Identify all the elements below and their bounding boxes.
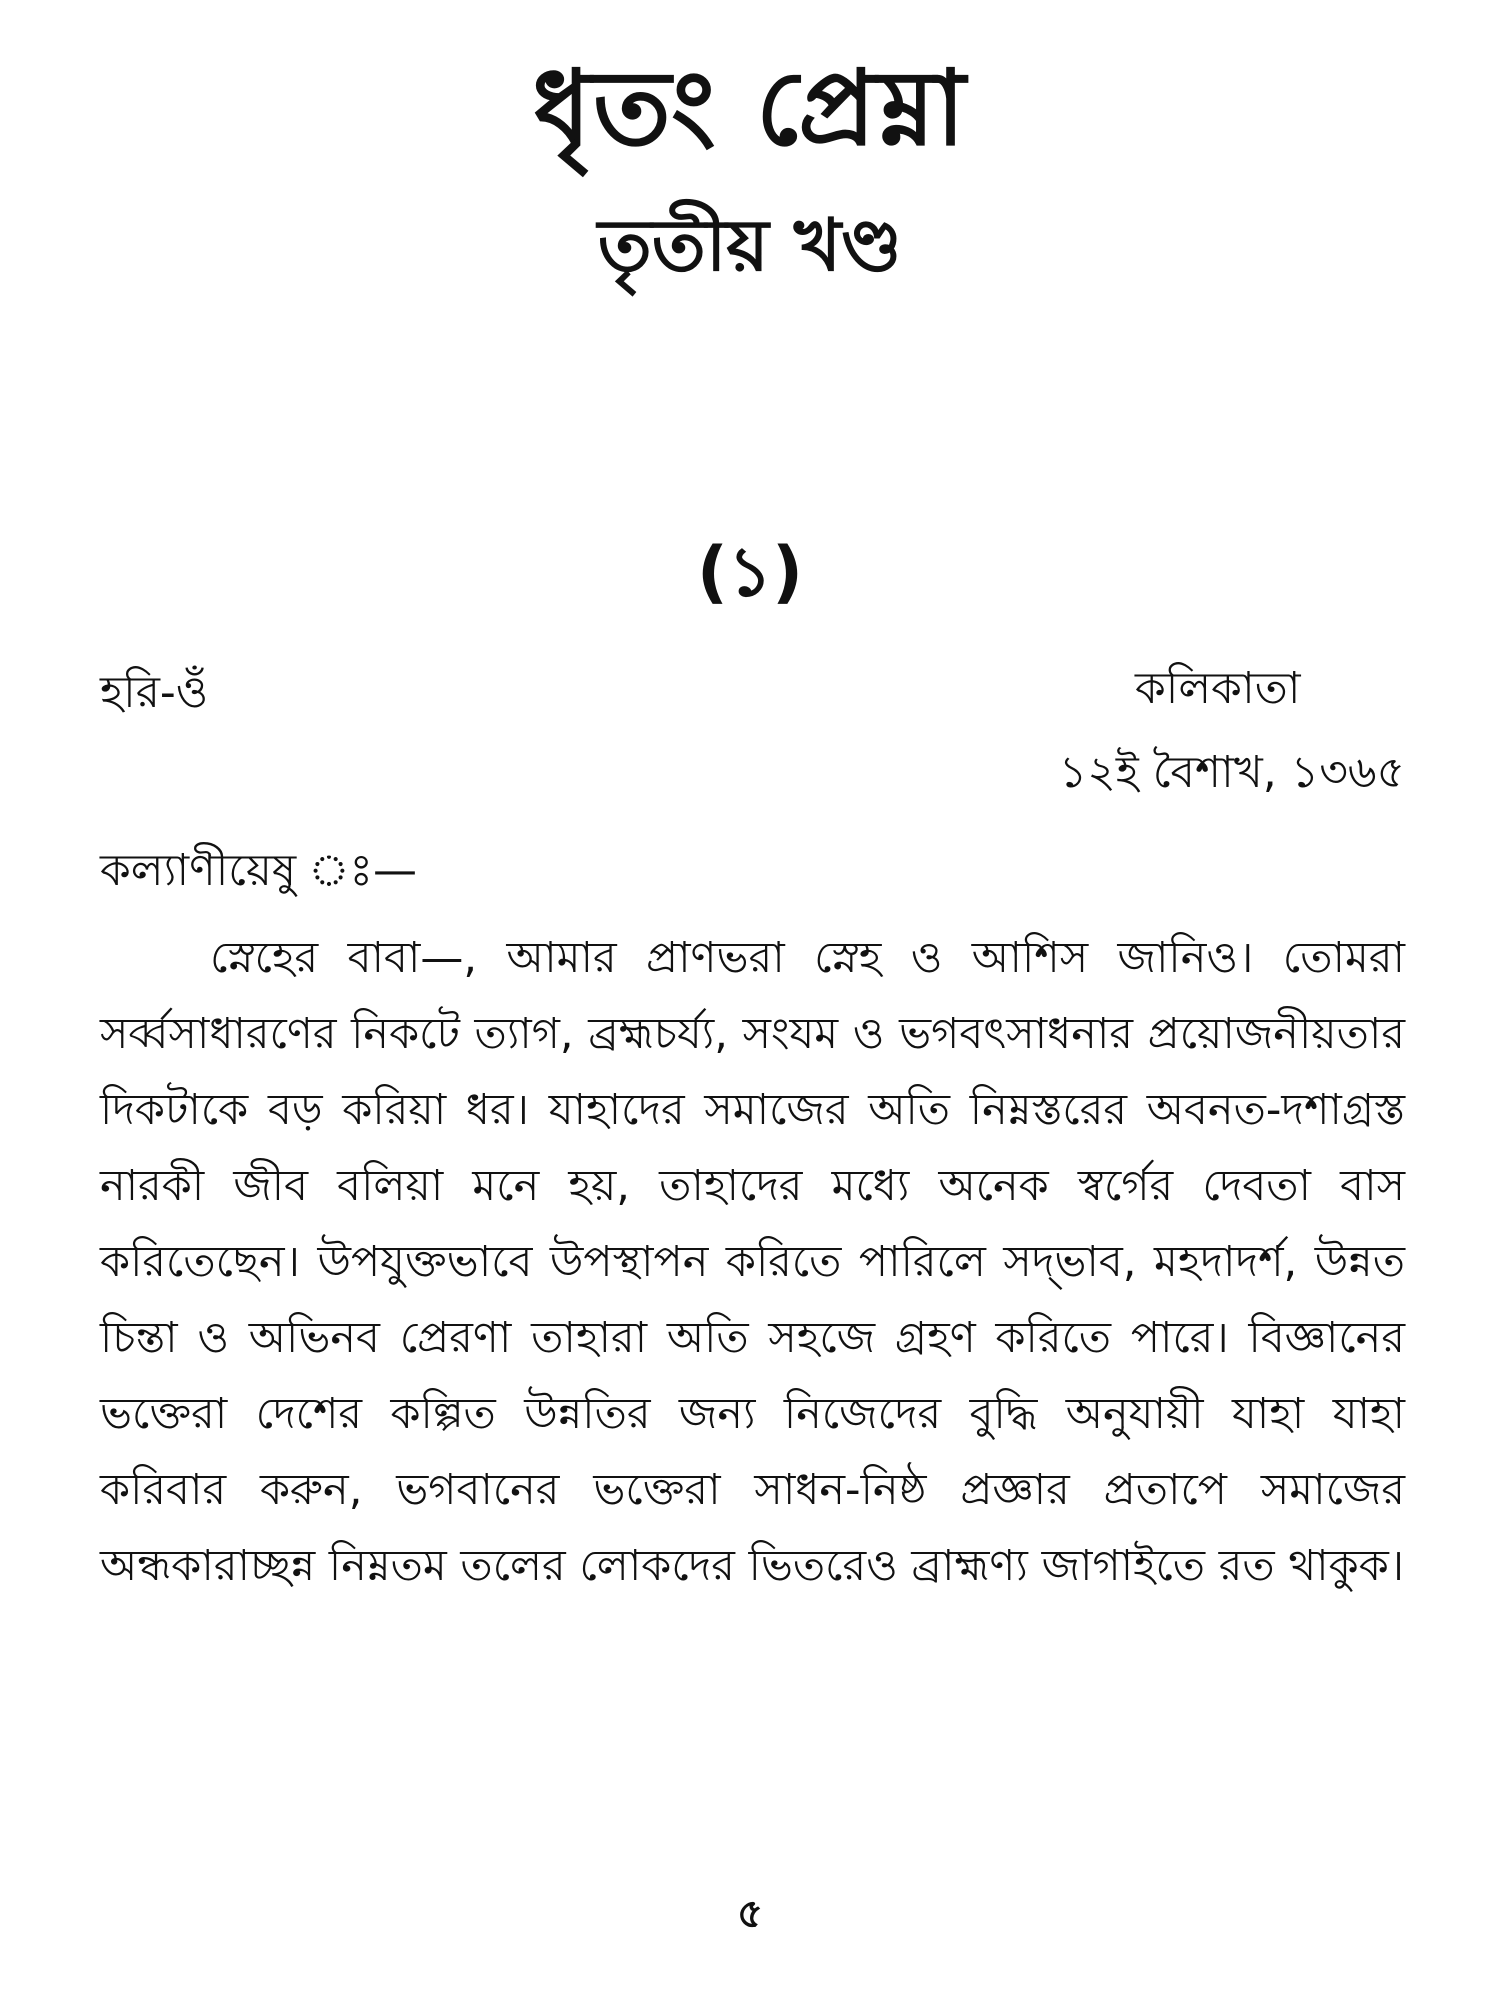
- volume-subtitle: তৃতীয় খণ্ড: [597, 203, 903, 287]
- salutation: হরি-ওঁ: [100, 667, 209, 718]
- addressee: কল্যাণীয়েষু ঃ—: [100, 845, 417, 896]
- letter-body: স্নেহের বাবা—, আমার প্রাণভরা স্নেহ ও আশিস জানিও। তোমরা সর্ব্বসাধারণের নিকটে ত্যাগ, ব্রহ্মচর্য্য, সংযম ও ভগবৎসাধনার প্রয়োজনীয়তার দিকটাকে বড় করিয়া ধর। যাহাদের সমাজের অতি নিম্নস্তরের অবনত-দশাগ্রস্ত নারকী জীব বলিয়া মনে হয়, তাহাদের মধ্যে অনেক স্বর্গের দেবতা বাস করিতেছেন। উপযুক্তভাবে উপস্থাপন করিতে পারিলে সদ্‌ভাব, মহদাদর্শ, উন্নত চিন্তা ও অভিনব প্রেরণা তাহারা অতি সহজে গ্রহণ করিতে পারে। বিজ্ঞানের ভক্তেরা দেশের কল্পিত উন্নতির জন্য নিজেদের বুদ্ধি অনুযায়ী যাহা যাহা করিবার করুন, ভগবানের ভক্তেরা সাধন-নিষ্ঠ প্রজ্ঞার প্রতাপে সমাজের অন্ধকারাচ্ছন্ন নিম্নতম তলের লোকদের ভিতরেও ব্রাহ্মণ্য জাগাইতে রত থাকুক।: [100, 933, 1405, 1591]
- page-number: ৫: [737, 1891, 763, 1937]
- letter-date: ১২ই বৈশাখ, ১৩৬৫: [1058, 747, 1405, 798]
- book-title: ধৃতং প্রেম্না: [532, 47, 968, 169]
- letter-number: (১): [696, 533, 804, 612]
- letter-place: কলিকাতা: [1135, 663, 1301, 714]
